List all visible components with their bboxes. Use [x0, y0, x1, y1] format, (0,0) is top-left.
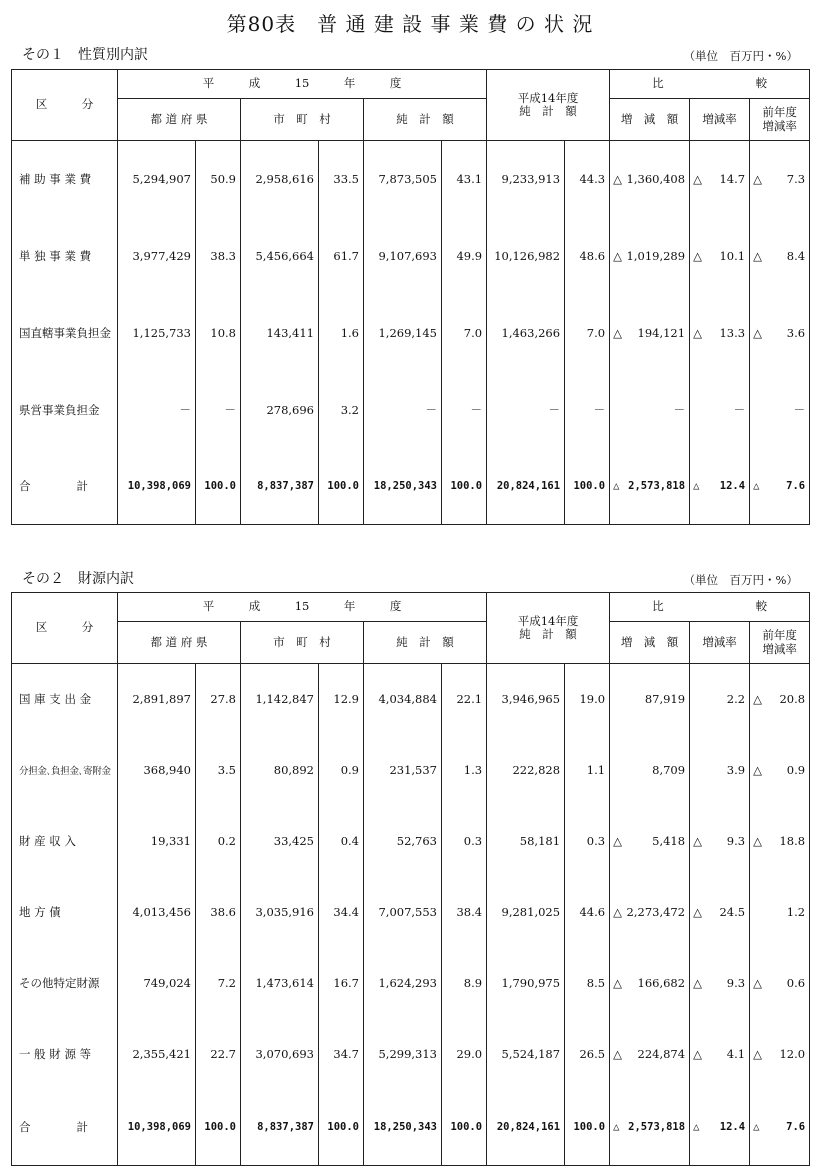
cell-value: 33.5: [319, 141, 364, 218]
cell-compare-d: [610, 295, 690, 372]
header-shichoson: 市 町 村: [241, 622, 364, 664]
triangle-mark: △: [753, 1047, 762, 1061]
compare-value: 4.1: [726, 1047, 746, 1061]
cell-compare-d: [610, 664, 690, 735]
cell-value: 1,473,614: [241, 948, 319, 1019]
cell-value: 5,524,187: [487, 1019, 565, 1090]
cell-value: 1,790,975: [487, 948, 565, 1019]
cell-value: 749,024: [118, 948, 196, 1019]
triangle-mark: △: [693, 905, 702, 919]
section2-title: その２ 財源内訳: [22, 571, 134, 587]
header-heisei15: 平 成 15 年 度: [118, 593, 487, 622]
header-hikaku: 比 較: [610, 593, 810, 622]
cell-value: 3,035,916: [241, 877, 319, 948]
cell-value: －: [364, 372, 442, 449]
cell-value: 18,250,343: [364, 449, 442, 525]
triangle-mark: △: [613, 172, 622, 187]
cell-value: 5,294,907: [118, 141, 196, 218]
cell-value: 3,946,965: [487, 664, 565, 735]
cell-value: 100.0: [565, 1090, 610, 1166]
compare-wrap: [690, 976, 745, 990]
cell-value: 16.7: [319, 948, 364, 1019]
header-zougenritsu: 増減率: [690, 99, 750, 141]
table-row: [12, 806, 810, 877]
cell-value: 43.1: [442, 141, 487, 218]
triangle-mark: △: [753, 1121, 760, 1134]
compare-value: 3.9: [726, 763, 746, 777]
compare-value: 1,360,408: [626, 172, 686, 187]
cell-value: 10.8: [196, 295, 241, 372]
triangle-mark: △: [693, 1121, 700, 1134]
cell-value: 1,142,847: [241, 664, 319, 735]
cell-compare-p: [750, 735, 810, 806]
cell-compare-r: [690, 1090, 750, 1166]
triangle-mark: △: [613, 1047, 622, 1061]
cell-value: 8,837,387: [241, 1090, 319, 1166]
table-row: [12, 141, 810, 218]
cell-value: 143,411: [241, 295, 319, 372]
header-kubun: 区 分: [12, 70, 118, 141]
cell-value: －: [442, 372, 487, 449]
header-heisei14-line2: 純 計 額: [519, 104, 577, 118]
cell-value: －: [487, 372, 565, 449]
section1-unit: （単位 百万円・%）: [683, 49, 798, 63]
compare-wrap: [690, 480, 745, 492]
cell-compare-d: [610, 877, 690, 948]
cell-value: 100.0: [196, 1090, 241, 1166]
compare-value: －: [793, 403, 806, 417]
cell-value: 19,331: [118, 806, 196, 877]
compare-wrap: [690, 1047, 745, 1061]
cell-compare-d: [610, 449, 690, 525]
cell-value: 100.0: [196, 449, 241, 525]
cell-value: 8,837,387: [241, 449, 319, 525]
cell-value: 34.4: [319, 877, 364, 948]
compare-value: 3.6: [786, 326, 806, 340]
compare-wrap: [750, 976, 805, 990]
cell-value: 44.6: [565, 877, 610, 948]
compare-wrap: [690, 326, 745, 340]
compare-value: 224,874: [637, 1047, 686, 1061]
cell-value: 2,891,897: [118, 664, 196, 735]
triangle-mark: △: [753, 976, 762, 990]
section2-table: [11, 592, 810, 1166]
header-heisei14-line2: 純 計 額: [519, 627, 577, 641]
triangle-mark: △: [693, 1047, 702, 1061]
header-zennen-line1: 前年度: [762, 105, 797, 120]
triangle-mark: △: [693, 976, 702, 990]
compare-wrap: [610, 1047, 685, 1061]
cell-value: 1.1: [565, 735, 610, 806]
cell-value: 7.0: [442, 295, 487, 372]
cell-compare-p: [750, 806, 810, 877]
triangle-mark: △: [613, 834, 622, 848]
header-shichoson: 市 町 村: [241, 99, 364, 141]
compare-value: 194,121: [637, 326, 686, 340]
cell-value: 1,125,733: [118, 295, 196, 372]
cell-value: 2,355,421: [118, 1019, 196, 1090]
compare-value: 1.2: [786, 905, 806, 919]
cell-compare-r: [690, 141, 750, 218]
triangle-mark: △: [693, 172, 702, 187]
page-title: 第80表 普 通 建 設 事 業 費 の 状 況: [226, 12, 594, 36]
compare-value: 10.1: [719, 249, 746, 263]
cell-compare-p: [750, 218, 810, 295]
cell-value: 1,463,266: [487, 295, 565, 372]
compare-value: 12.4: [719, 1121, 746, 1134]
compare-wrap: [610, 326, 685, 340]
cell-value: 38.4: [442, 877, 487, 948]
triangle-mark: △: [613, 480, 620, 493]
cell-compare-r: [690, 449, 750, 525]
cell-compare-r: [690, 218, 750, 295]
row-label: 合 計: [12, 1090, 118, 1166]
header-zennen-line2: 増減率: [762, 641, 797, 656]
header-heisei15: 平 成 15 年 度: [118, 70, 487, 99]
cell-value: 1.6: [319, 295, 364, 372]
cell-value: 80,892: [241, 735, 319, 806]
row-label: 合 計: [12, 449, 118, 525]
cell-value: 231,537: [364, 735, 442, 806]
cell-value: 368,940: [118, 735, 196, 806]
header-zennen-line2: 増減率: [762, 118, 797, 133]
triangle-mark: △: [693, 834, 702, 848]
compare-wrap: [750, 692, 805, 706]
cell-value: 7.0: [565, 295, 610, 372]
cell-value: 0.3: [442, 806, 487, 877]
cell-value: 100.0: [565, 449, 610, 525]
header-junkei: 純 計 額: [364, 622, 487, 664]
cell-value: 0.4: [319, 806, 364, 877]
triangle-mark: △: [613, 1121, 620, 1134]
cell-value: 8.9: [442, 948, 487, 1019]
cell-compare-r: [690, 295, 750, 372]
compare-value: 7.6: [786, 1121, 806, 1134]
compare-wrap: [690, 1121, 745, 1133]
cell-value: 27.8: [196, 664, 241, 735]
compare-value: 14.7: [719, 172, 746, 187]
cell-value: 1,269,145: [364, 295, 442, 372]
cell-value: 100.0: [442, 449, 487, 525]
row-label: 単 独 事 業 費: [12, 218, 118, 295]
cell-value: 3.2: [319, 372, 364, 449]
cell-value: 38.6: [196, 877, 241, 948]
triangle-mark: △: [613, 249, 622, 263]
cell-value: 61.7: [319, 218, 364, 295]
table-row: [12, 664, 810, 735]
triangle-mark: △: [753, 172, 762, 187]
cell-compare-d: [610, 948, 690, 1019]
header-zougengaku: 増 減 額: [610, 622, 690, 664]
cell-compare-p: [750, 948, 810, 1019]
cell-compare-r: [690, 806, 750, 877]
compare-wrap: [690, 834, 745, 848]
compare-wrap: [750, 763, 805, 777]
cell-value: 9,107,693: [364, 218, 442, 295]
cell-compare-p: [750, 141, 810, 218]
compare-value: 0.9: [786, 763, 806, 777]
compare-wrap: [750, 249, 805, 263]
cell-value: 34.7: [319, 1019, 364, 1090]
cell-value: 1,624,293: [364, 948, 442, 1019]
compare-value: 9.3: [726, 834, 746, 848]
cell-value: 19.0: [565, 664, 610, 735]
cell-value: －: [565, 372, 610, 449]
cell-value: －: [196, 372, 241, 449]
cell-value: 18,250,343: [364, 1090, 442, 1166]
triangle-mark: △: [753, 326, 762, 340]
compare-value: 2,273,472: [626, 905, 686, 919]
cell-compare-p: [750, 1019, 810, 1090]
cell-value: 0.2: [196, 806, 241, 877]
row-label: 地 方 債: [12, 877, 118, 948]
compare-value: 1,019,289: [626, 249, 686, 263]
triangle-mark: △: [753, 249, 762, 263]
cell-value: 8.5: [565, 948, 610, 1019]
cell-value: 7,007,553: [364, 877, 442, 948]
header-zennen: [750, 99, 810, 141]
compare-wrap: [610, 763, 685, 777]
compare-value: 12.0: [779, 1047, 806, 1061]
cell-compare-r: [690, 877, 750, 948]
cell-value: 49.9: [442, 218, 487, 295]
header-zougengaku: 増 減 額: [610, 99, 690, 141]
cell-value: 10,126,982: [487, 218, 565, 295]
table-row: [12, 218, 810, 295]
cell-value: 4,013,456: [118, 877, 196, 948]
header-todofuken: 都 道 府 県: [118, 99, 241, 141]
triangle-mark: △: [693, 249, 702, 263]
compare-wrap: [610, 480, 685, 492]
triangle-mark: △: [753, 834, 762, 848]
compare-wrap: [610, 905, 685, 919]
cell-value: 5,456,664: [241, 218, 319, 295]
triangle-mark: △: [693, 480, 700, 493]
row-label: 財 産 収 入: [12, 806, 118, 877]
cell-compare-p: [750, 372, 810, 449]
compare-wrap: [610, 976, 685, 990]
compare-value: 7.3: [786, 172, 806, 187]
cell-compare-d: [610, 1019, 690, 1090]
compare-wrap: [610, 249, 685, 263]
cell-compare-d: [610, 1090, 690, 1166]
cell-value: 222,828: [487, 735, 565, 806]
row-label: 一 般 財 源 等: [12, 1019, 118, 1090]
row-label: その他特定財源: [12, 948, 118, 1019]
row-label: 分担金､負担金､寄附金: [12, 735, 118, 806]
table-row: [12, 372, 810, 449]
cell-value: 2,958,616: [241, 141, 319, 218]
table-row: [12, 1019, 810, 1090]
header-zennen-line1: 前年度: [762, 628, 797, 643]
compare-value: 2,573,818: [628, 1121, 686, 1134]
compare-value: －: [673, 403, 686, 417]
compare-wrap: [750, 905, 805, 919]
cell-compare-p: [750, 295, 810, 372]
header-heisei14: [487, 70, 610, 141]
cell-value: 0.9: [319, 735, 364, 806]
compare-value: 166,682: [637, 976, 686, 990]
triangle-mark: △: [753, 692, 762, 707]
cell-value: 52,763: [364, 806, 442, 877]
cell-compare-r: [690, 735, 750, 806]
compare-wrap: [610, 692, 685, 706]
compare-wrap: [610, 834, 685, 848]
cell-value: 100.0: [319, 449, 364, 525]
cell-value: 3,070,693: [241, 1019, 319, 1090]
compare-wrap: [690, 692, 745, 706]
cell-value: 10,398,069: [118, 1090, 196, 1166]
cell-value: 10,398,069: [118, 449, 196, 525]
header-zennen: [750, 622, 810, 664]
cell-value: 278,696: [241, 372, 319, 449]
cell-value: 22.7: [196, 1019, 241, 1090]
compare-wrap: [610, 402, 685, 418]
cell-value: 0.3: [565, 806, 610, 877]
compare-wrap: [750, 480, 805, 492]
row-label: 補 助 事 業 費: [12, 141, 118, 218]
cell-value: 100.0: [442, 1090, 487, 1166]
triangle-mark: △: [753, 763, 762, 777]
compare-wrap: [690, 402, 745, 418]
cell-compare-r: [690, 372, 750, 449]
triangle-mark: △: [693, 326, 702, 340]
compare-value: 0.6: [786, 976, 806, 990]
triangle-mark: △: [613, 326, 622, 340]
compare-value: 5,418: [652, 834, 686, 848]
cell-value: 12.9: [319, 664, 364, 735]
cell-compare-r: [690, 664, 750, 735]
cell-compare-d: [610, 141, 690, 218]
compare-value: 2,573,818: [628, 480, 686, 493]
cell-compare-d: [610, 735, 690, 806]
cell-value: 9,233,913: [487, 141, 565, 218]
compare-value: 20.8: [779, 692, 806, 707]
table-total-row: [12, 449, 810, 525]
compare-value: 2.2: [726, 692, 746, 707]
compare-value: 8.4: [786, 249, 806, 263]
header-heisei14-line1: 平成14年度: [517, 90, 579, 105]
header-kubun: 区 分: [12, 593, 118, 664]
row-label: 国 庫 支 出 金: [12, 664, 118, 735]
compare-value: 9.3: [726, 976, 746, 990]
table-row: [12, 295, 810, 372]
cell-value: 22.1: [442, 664, 487, 735]
cell-value: 29.0: [442, 1019, 487, 1090]
compare-wrap: [750, 402, 805, 418]
header-heisei14: [487, 593, 610, 664]
triangle-mark: △: [613, 905, 622, 919]
cell-value: 50.9: [196, 141, 241, 218]
compare-wrap: [690, 905, 745, 919]
cell-compare-p: [750, 1090, 810, 1166]
compare-value: 12.4: [719, 480, 746, 493]
cell-compare-p: [750, 664, 810, 735]
compare-value: 7.6: [786, 480, 806, 493]
cell-value: 4,034,884: [364, 664, 442, 735]
row-label: 国直轄事業負担金: [12, 295, 118, 372]
compare-value: 8,709: [652, 763, 686, 777]
cell-value: 33,425: [241, 806, 319, 877]
compare-wrap: [690, 763, 745, 777]
compare-value: 24.5: [719, 905, 746, 919]
header-todofuken: 都 道 府 県: [118, 622, 241, 664]
section1-title: その１ 性質別内訳: [22, 47, 148, 63]
cell-value: 58,181: [487, 806, 565, 877]
header-junkei: 純 計 額: [364, 99, 487, 141]
cell-value: 20,824,161: [487, 1090, 565, 1166]
compare-wrap: [610, 1121, 685, 1133]
cell-value: 3,977,429: [118, 218, 196, 295]
cell-value: 38.3: [196, 218, 241, 295]
header-hikaku: 比 較: [610, 70, 810, 99]
cell-compare-d: [610, 218, 690, 295]
section2-unit: （単位 百万円・%）: [683, 573, 798, 587]
compare-value: 13.3: [719, 326, 746, 340]
table-row: [12, 735, 810, 806]
cell-value: 1.3: [442, 735, 487, 806]
cell-value: 44.3: [565, 141, 610, 218]
cell-compare-p: [750, 877, 810, 948]
compare-wrap: [750, 834, 805, 848]
table-row: [12, 948, 810, 1019]
cell-compare-r: [690, 948, 750, 1019]
cell-value: 48.6: [565, 218, 610, 295]
cell-compare-d: [610, 372, 690, 449]
triangle-mark: △: [753, 480, 760, 493]
compare-wrap: [750, 172, 805, 186]
compare-value: 18.8: [779, 834, 806, 848]
cell-value: 100.0: [319, 1090, 364, 1166]
cell-compare-r: [690, 1019, 750, 1090]
compare-wrap: [690, 249, 745, 263]
table-row: [12, 877, 810, 948]
section1-table: [11, 69, 810, 525]
compare-wrap: [610, 172, 685, 186]
header-heisei14-line1: 平成14年度: [517, 613, 579, 628]
cell-value: 26.5: [565, 1019, 610, 1090]
compare-value: 87,919: [644, 692, 686, 707]
cell-value: 20,824,161: [487, 449, 565, 525]
cell-compare-p: [750, 449, 810, 525]
table-total-row: [12, 1090, 810, 1166]
compare-wrap: [750, 326, 805, 340]
compare-wrap: [750, 1121, 805, 1133]
cell-compare-d: [610, 806, 690, 877]
compare-wrap: [750, 1047, 805, 1061]
cell-value: －: [118, 372, 196, 449]
cell-value: 3.5: [196, 735, 241, 806]
compare-wrap: [690, 172, 745, 186]
cell-value: 9,281,025: [487, 877, 565, 948]
compare-value: －: [733, 403, 746, 417]
header-zougenritsu: 増減率: [690, 622, 750, 664]
cell-value: 5,299,313: [364, 1019, 442, 1090]
cell-value: 7,873,505: [364, 141, 442, 218]
row-label: 県営事業負担金: [12, 372, 118, 449]
cell-value: 7.2: [196, 948, 241, 1019]
triangle-mark: △: [613, 976, 622, 990]
